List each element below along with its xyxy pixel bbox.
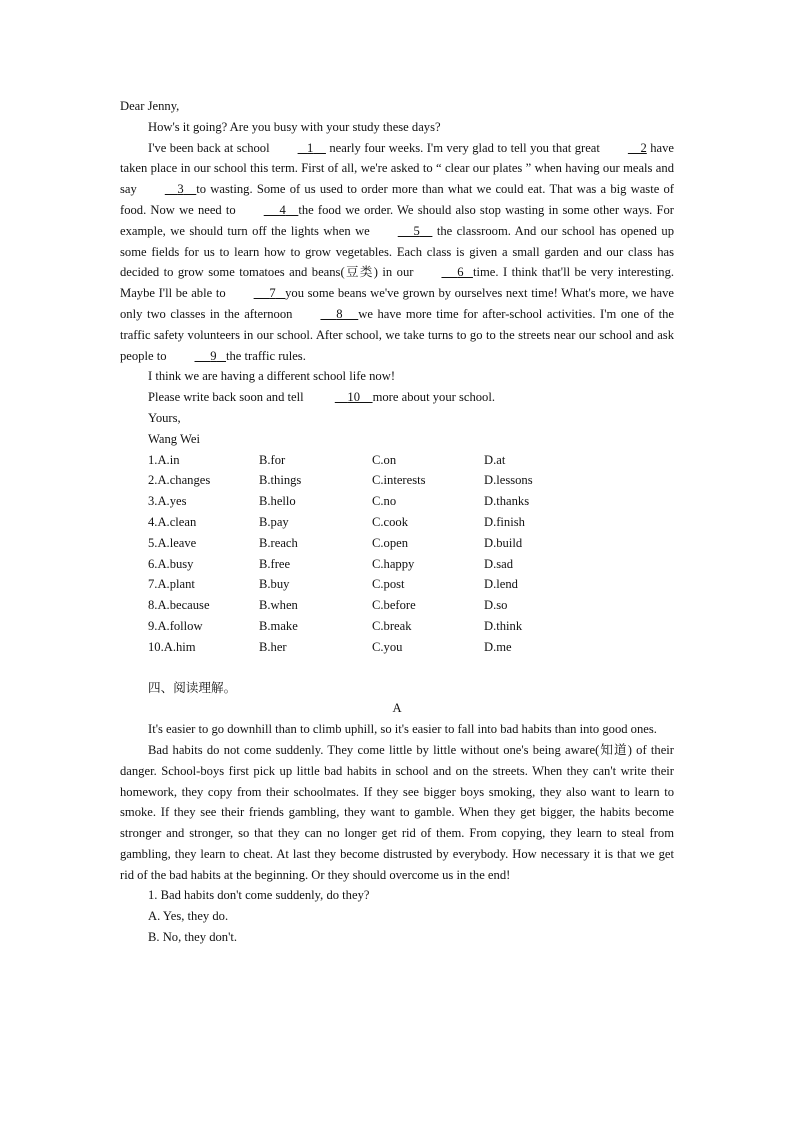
passage-text: you some beans we've grown by ourselves next time! What's more, we have only two classes in the afternoon (120, 286, 674, 321)
cloze-blank-10 (307, 387, 373, 408)
option-a: 1.A.in (148, 452, 180, 467)
option-d: D.lessons (484, 473, 533, 488)
option-b: B.make (259, 618, 298, 633)
passage-text: to wasting. Some of us used to order more than what we could eat. That was a big waste of food. Now we need to (120, 182, 674, 217)
blank-number: 5 (413, 223, 420, 238)
letter-paragraph-1: How's it going? Are you busy with your study these days? (148, 119, 441, 134)
option-a: 3.A.yes (148, 494, 187, 509)
cloze-blank-4 (236, 200, 299, 221)
option-c: C.no (372, 494, 397, 509)
option-row (148, 616, 674, 637)
option-row (148, 450, 674, 471)
option-row (148, 554, 674, 575)
passage-text: nearly four weeks. I'm very glad to tell you that great (329, 140, 600, 155)
passage-text: time. I think that'll be very interesting. Maybe I'll be able to (120, 265, 675, 301)
cloze-blank-8 (292, 304, 358, 325)
blank-number: 1 (307, 140, 314, 155)
option-row (148, 595, 674, 616)
option-row (148, 574, 674, 595)
option-a: 9.A.follow (148, 618, 203, 633)
answer-options-table (148, 450, 674, 658)
option-row (148, 491, 674, 512)
option-a: 8.A.because (148, 598, 210, 613)
reading-paragraph-2: Bad habits do not come suddenly. They come little by little without one's being aware(知道) of their danger. School-boys first pick up little bad habits in school and on the streets. When they can't write their homework, they copy from their schoolmates. If they see bigger boys smoking, they also want to learn to smoke. If they see their friends gambling, they want to gamble. When they get bigger, the habits become stronger and stronger, so that they can no longer get rid of them. From copying, they learn to steal from gambling, they learn to cheat. At last they become distrusted by everybody. How necessary it is that we get rid of the bad habits at the beginning. Or they should overcome us in the end! (120, 742, 674, 882)
option-a: 10.A.him (148, 639, 196, 654)
document-page (120, 96, 674, 948)
blank-number: 2 (640, 140, 647, 155)
option-row (148, 512, 674, 533)
cloze-blank-9 (167, 346, 227, 367)
cloze-blank-7 (226, 283, 286, 304)
cloze-blank-3 (137, 179, 196, 200)
passage-text: we have more time for after-school activities. I'm one of the traffic safety volunteers in our school. After school, we take turns to go to the streets near our school and ask people to (120, 306, 674, 363)
option-d: D.build (484, 535, 523, 550)
option-c: C.post (372, 577, 405, 592)
option-d: D.thanks (484, 494, 530, 509)
option-c: C.you (372, 639, 403, 654)
option-b: B.free (259, 556, 291, 571)
option-a: 2.A.changes (148, 473, 211, 488)
option-d: D.me (484, 639, 512, 654)
letter-greeting: Dear Jenny, (120, 99, 180, 113)
cloze-blank-5 (370, 221, 433, 242)
question-1-option-b: B. No, they don't. (148, 930, 238, 945)
letter-paragraph-3: I think we are having a different school life now! (148, 369, 396, 384)
passage-text: the traffic rules. (226, 348, 306, 363)
passage-text: have taken place in our school this term. First of all, we're asked to “ clear our plates ” when having our meals and say (120, 140, 674, 197)
option-a: 7.A.plant (148, 577, 195, 592)
reading-paragraph-1: It's easier to go downhill than to climb uphill, so it's easier to fall into bad habits than into good ones. (148, 722, 657, 737)
option-c: C.happy (372, 556, 415, 571)
passage-label: A (392, 701, 402, 716)
option-row (148, 470, 674, 491)
option-b: B.reach (259, 535, 298, 550)
option-a: 5.A.leave (148, 535, 197, 550)
cloze-blank-2 (600, 138, 647, 159)
option-b: B.pay (259, 514, 289, 529)
option-b: B.when (259, 598, 298, 613)
option-b: B.her (259, 639, 287, 654)
passage-text: the food we order. We should also stop wasting in some other ways. For example, we should turn off the lights when we (120, 202, 674, 238)
option-b: B.hello (259, 494, 296, 509)
letter-closing: Yours, (148, 410, 181, 425)
cloze-blank-1 (270, 138, 326, 159)
option-d: D.think (484, 618, 523, 633)
option-c: C.before (372, 598, 416, 613)
blank-number: 4 (279, 202, 286, 217)
passage-text: more about your school. (372, 390, 495, 405)
blank-number: 7 (269, 286, 276, 301)
option-b: B.things (259, 473, 302, 488)
blank-number: 9 (210, 348, 217, 363)
letter-paragraph-2 (120, 138, 674, 367)
option-d: D.sad (484, 556, 514, 571)
blank-number: 3 (177, 182, 184, 197)
section-heading: 四、阅读理解。 (148, 680, 237, 695)
option-c: C.break (372, 618, 412, 633)
question-1-option-a: A. Yes, they do. (148, 909, 229, 924)
question-1: 1. Bad habits don't come suddenly, do they? (148, 888, 370, 903)
letter-signature: Wang Wei (148, 431, 200, 446)
blank-number: 8 (336, 306, 343, 321)
cloze-blank-6 (413, 262, 473, 283)
option-d: D.lend (484, 577, 518, 592)
option-c: C.cook (372, 514, 409, 529)
option-b: B.for (259, 452, 286, 467)
option-d: D.so (484, 598, 508, 613)
option-c: C.interests (372, 473, 426, 488)
option-a: 6.A.busy (148, 556, 194, 571)
option-d: D.at (484, 452, 506, 467)
passage-text: Please write back soon and tell (148, 390, 304, 405)
option-row (148, 533, 674, 554)
option-a: 4.A.clean (148, 514, 197, 529)
passage-text: the classroom. And our school has opened up some fields for us to learn how to grow vegetables. Each class is given a small garden and our class has decided to grow some tomatoes and beans(豆类) in our (120, 223, 674, 280)
blank-number: 10 (347, 390, 360, 405)
letter-paragraph-4 (120, 387, 674, 408)
option-row (148, 637, 674, 658)
blank-number: 6 (457, 265, 464, 280)
option-c: C.open (372, 535, 409, 550)
option-b: B.buy (259, 577, 290, 592)
option-d: D.finish (484, 514, 525, 529)
passage-text: I've been back at school (148, 140, 270, 155)
option-c: C.on (372, 452, 397, 467)
